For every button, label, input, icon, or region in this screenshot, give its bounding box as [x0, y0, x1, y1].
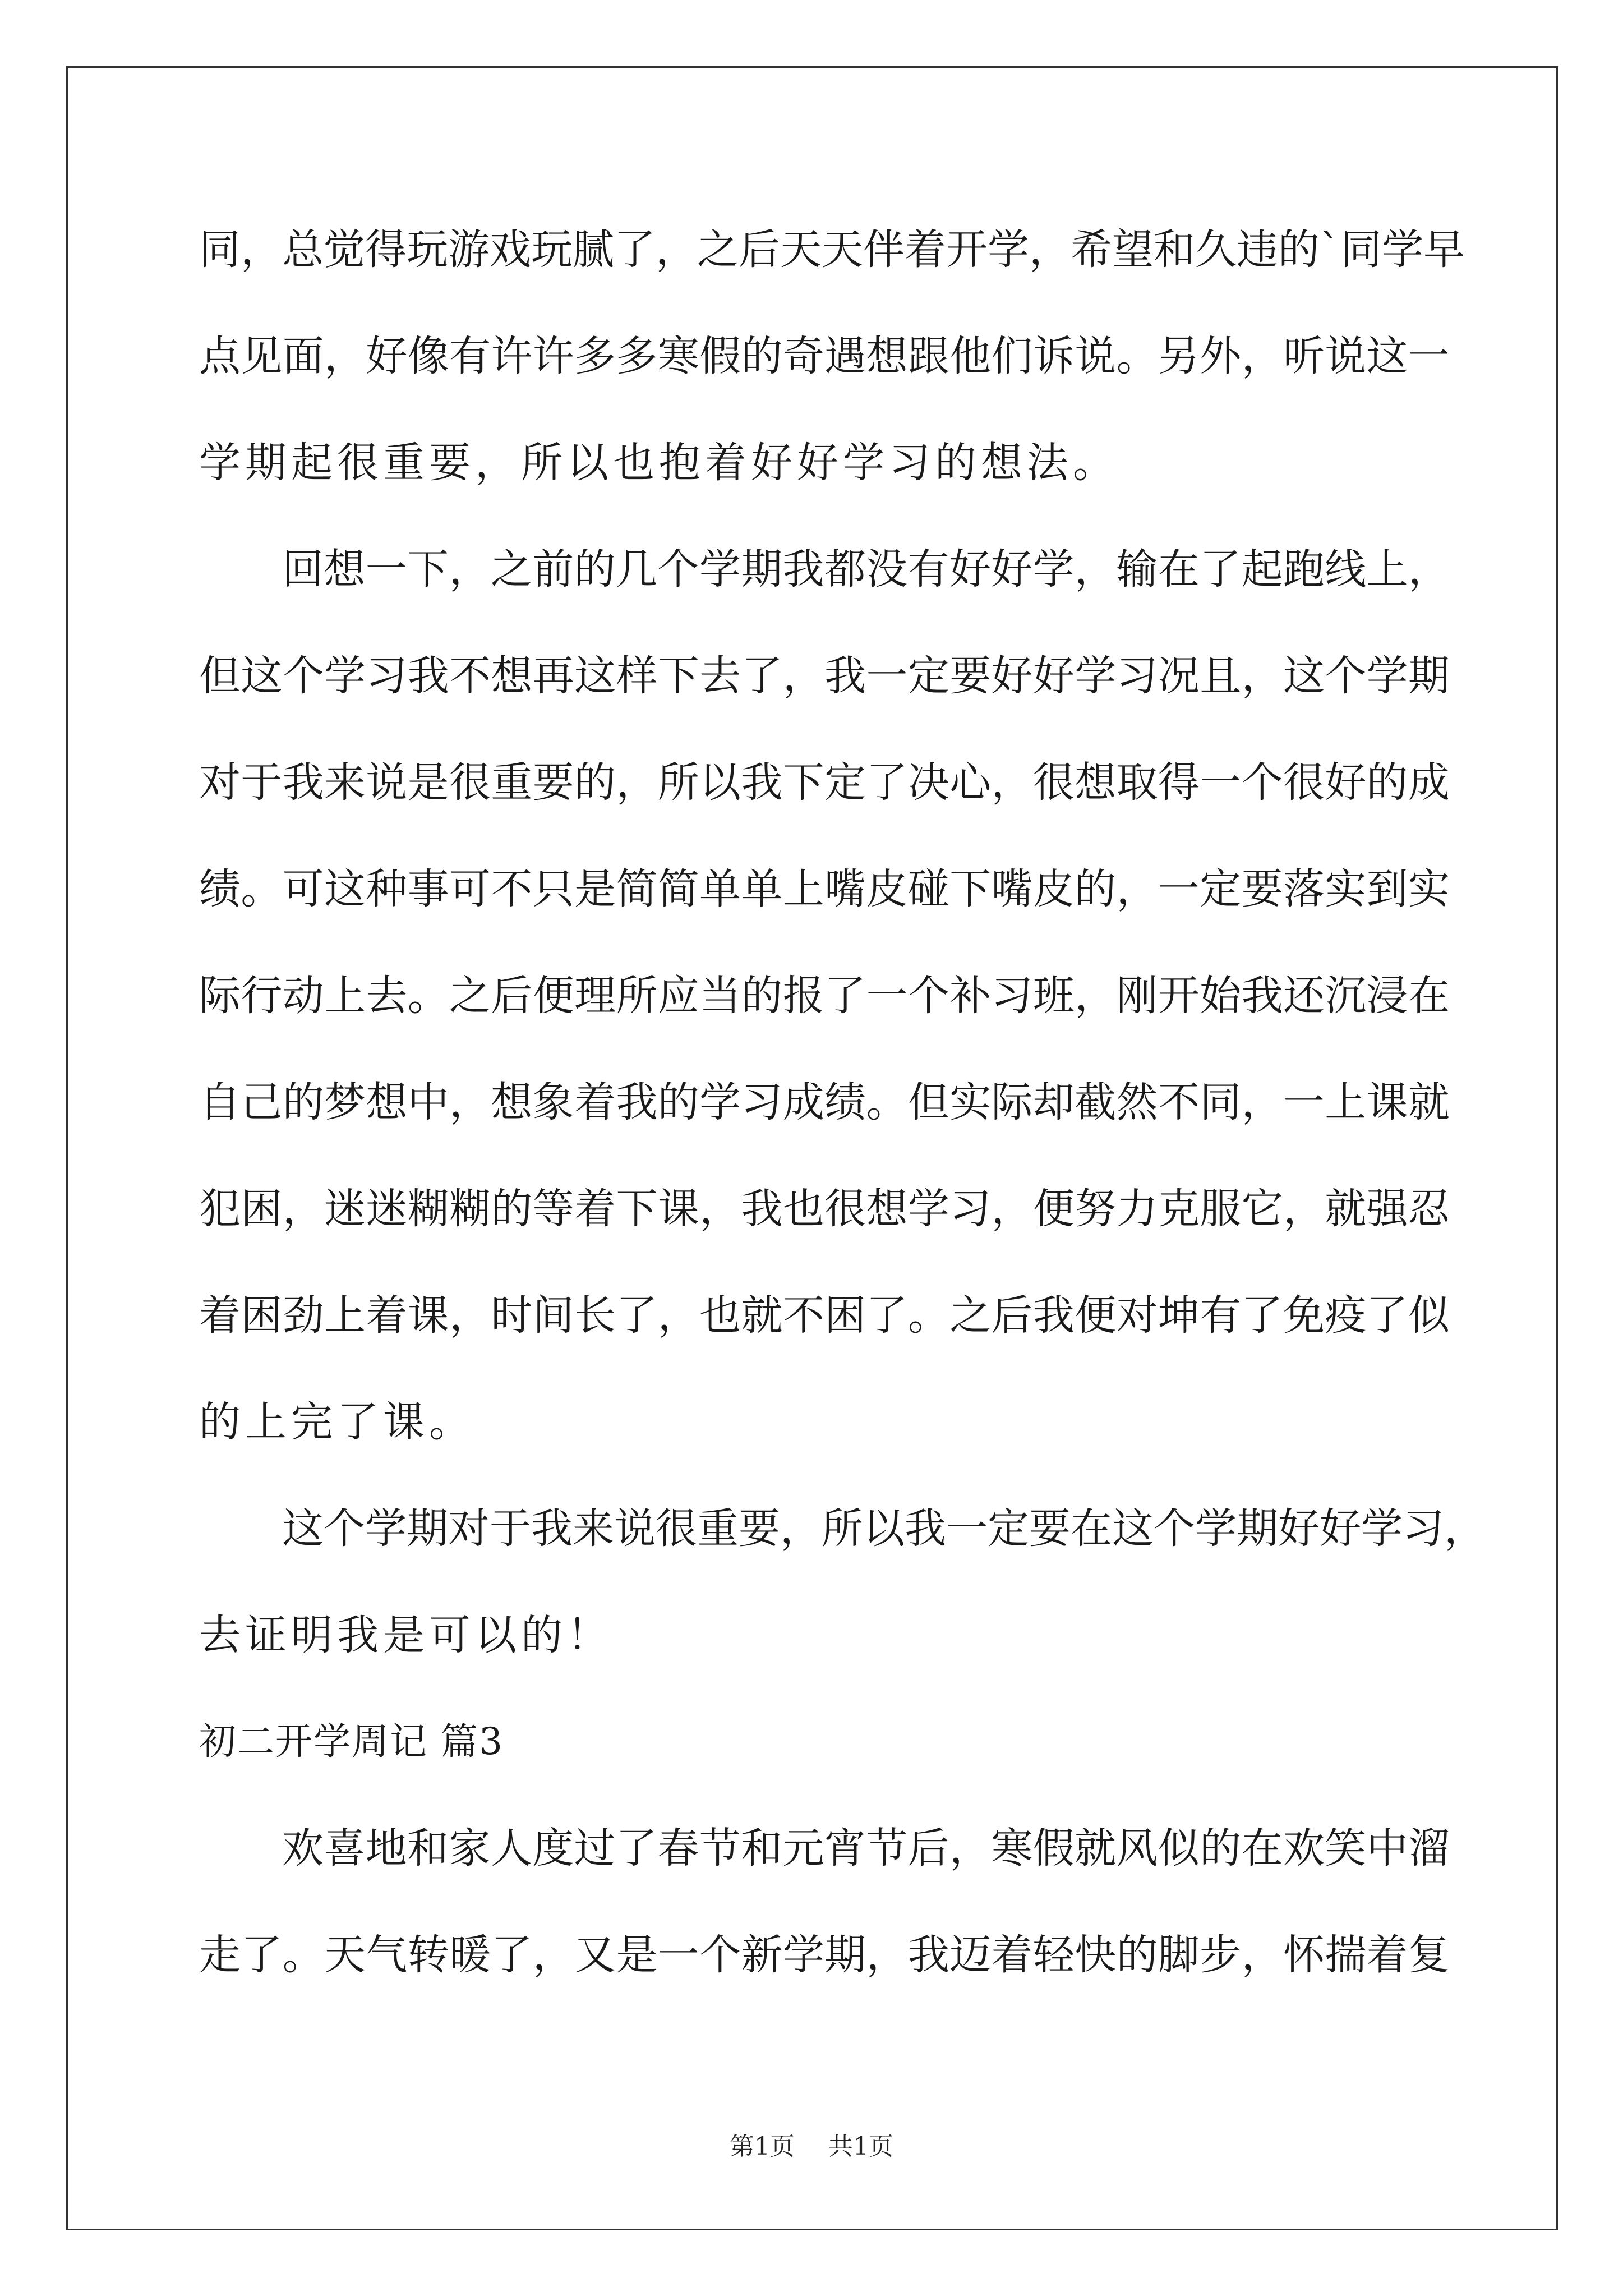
text-line: 同，总觉得玩游戏玩腻了，之后天天伴着开学，希望和久违的`同学早 [199, 226, 1465, 274]
text-line: 绩。可这种事可不只是简简单单上嘴皮碰下嘴皮的，一定要落实到实 [199, 865, 1450, 913]
text-line: 学期起很重要，所以也抱着好好学习的想法。 [199, 439, 1119, 487]
text-line: 际行动上去。之后便理所应当的报了一个补习班，刚开始我还沉浸在 [199, 972, 1450, 1020]
text-line: 去证明我是可以的！ [199, 1611, 613, 1659]
page-number: 第1页 [730, 2132, 795, 2161]
section-heading: 初二开学周记 篇3 [199, 1720, 504, 1763]
text-line: 欢喜地和家人度过了春节和元宵节后，寒假就风似的在欢笑中溜 [282, 1824, 1450, 1872]
text-line: 犯困，迷迷糊糊的等着下课，我也很想学习，便努力克服它，就强忍 [199, 1185, 1450, 1233]
paragraph [199, 1498, 1486, 1711]
text-line: 对于我来说是很重要的，所以我下定了决心，很想取得一个很好的成 [199, 758, 1450, 807]
text-line: 着困劲上着课，时间长了，也就不困了。之后我便对坤有了免疫了似 [199, 1291, 1450, 1340]
page-footer [0, 2126, 1623, 2162]
text-line: 这个学期对于我来说很重要，所以我一定要在这个学期好好学习， [282, 1504, 1486, 1553]
text-line: 回想一下，之前的几个学期我都没有好好学，输在了起跑线上， [282, 545, 1450, 593]
paragraph [199, 539, 1450, 1498]
text-line: 的上完了课。 [199, 1398, 475, 1446]
page-total: 共1页 [828, 2132, 893, 2161]
paragraph [199, 219, 1465, 539]
text-line: 走了。天气转暖了，又是一个新学期，我迈着轻快的脚步，怀揣着复 [199, 1931, 1450, 1979]
paragraph [199, 1818, 1450, 2031]
document-body [199, 219, 1486, 2031]
text-line: 但这个学习我不想再这样下去了，我一定要好好学习况且，这个学期 [199, 652, 1450, 700]
text-line: 自己的梦想中，想象着我的学习成绩。但实际却截然不同，一上课就 [199, 1078, 1450, 1126]
text-line: 点见面，好像有许许多多寒假的奇遇想跟他们诉说。另外，听说这一 [199, 332, 1450, 380]
